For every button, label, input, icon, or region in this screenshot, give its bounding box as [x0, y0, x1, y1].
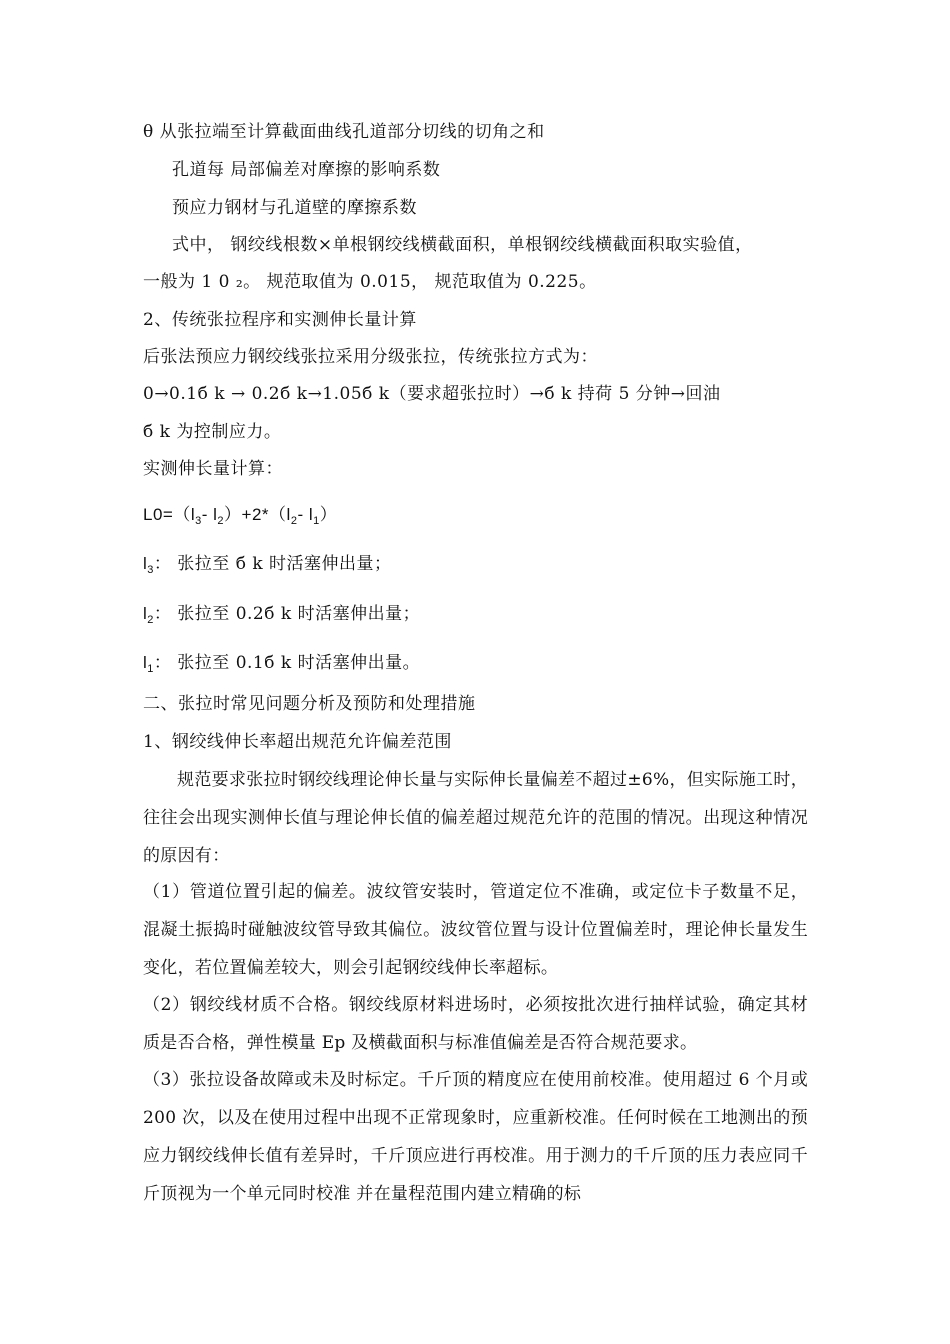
- area-definition-cont: 一般为 1 0 ₂。 规范取值为 0.015， 规范取值为 0.225。: [143, 272, 597, 292]
- area-definition: 式中， 钢绞线根数×单根钢绞线横截面积，单根钢绞线横截面积取实验值，: [172, 235, 753, 255]
- paragraph-cause-2: （2）钢绞线材质不合格。钢绞线原材料进场时，必须按批次进行抽样试验，确定其材质是否合格，弹性模量 Ep 及横截面积与标准值偏差是否符合规范要求。: [143, 995, 808, 1053]
- deviation-coefficient-definition: 孔道每 局部偏差对摩擦的影响系数: [172, 160, 441, 180]
- tension-sequence: 0→0.1б k → 0.2б k→1.05б k（要求超张拉时）→б k 持荷 5 分钟→回油: [143, 384, 721, 404]
- control-stress-note: б k 为控制应力。: [143, 422, 282, 442]
- friction-coefficient-definition: 预应力钢材与孔道壁的摩擦系数: [172, 198, 417, 218]
- l2-definition: $l_2$： 张拉至 0.2б k 时活塞伸出量；: [143, 604, 421, 626]
- paragraph-cause-1: （1）管道位置引起的偏差。波纹管安装时，管道定位不准确，或定位卡子数量不足，混凝土振捣时碰触波纹管导致其偏位。波纹管位置与设计位置偏差时，理论伸长量发生变化，若位置偏差较大，则会引起钢绞线伸长率超标。: [143, 882, 808, 978]
- paragraph-cause-3: （3）张拉设备故障或未及时标定。千斤顶的精度应在使用前校准。使用超过 6 个月或 200 次，以及在使用过程中出现不正常现象时，应重新校准。任何时候在工地测出的预应力钢绞线伸长值有差异时，千斤顶应进行再校准。用于测力的千斤顶的压力表应同千斤顶视为一个单元同时校准 并在量程范围内建立精确的标: [143, 1070, 808, 1204]
- l3-definition: $l_3$： 张拉至 б k 时活塞伸出量；: [143, 554, 392, 576]
- elongation-formula: $L0=(l_3-$ $l_2)+2*(l_2-$ $l_1$）: [143, 505, 338, 527]
- paragraph-spec-requirement: 规范要求张拉时钢绞线理论伸长量与实际伸长量偏差不超过±6%，但实际施工时，往往会出现实测伸长值与理论伸长值的偏差超过规范允许的范围的情况。出现这种情况的原因有：: [143, 770, 808, 866]
- tension-method-intro: 后张法预应力钢绞线张拉采用分级张拉，传统张拉方式为：: [143, 347, 598, 367]
- l1-definition: $l_1$： 张拉至 0.1б k 时活塞伸出量。: [143, 653, 421, 675]
- theta-definition: θ 从张拉端至计算截面曲线孔道部分切线的切角之和: [143, 122, 545, 142]
- section-heading-2: 2、传统张拉程序和实测伸长量计算: [143, 310, 417, 330]
- section-heading-problems: 二、张拉时常见问题分析及预防和处理措施: [143, 694, 476, 714]
- subsection-heading-1: 1、钢绞线伸长率超出规范允许偏差范围: [143, 732, 452, 752]
- elongation-calc-label: 实测伸长量计算：: [143, 459, 283, 479]
